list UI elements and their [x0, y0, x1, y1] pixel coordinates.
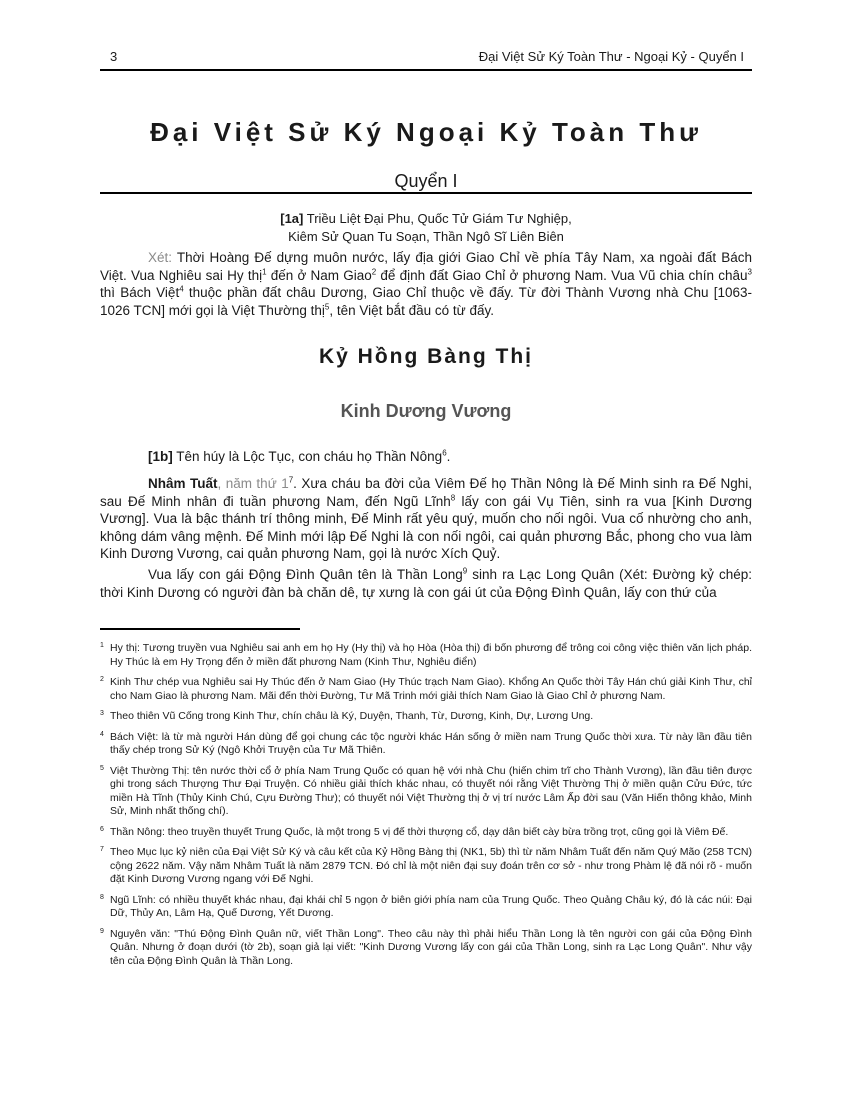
footnote-number: 7 [100, 846, 104, 853]
paragraph-text: lấy con gái Vụ Tiên, sinh ra vua [Kinh Dương Vương]. Vua là bậc thánh trí thông minh, Đế Minh rất yêu quý, muốn cho nối ngôi. Vua cố nhường cho anh, không dám vâng mệnh. Đế Minh mới lập Đế Nghi là con nối ngôi, cai quản phương Bắc, phong cho vua làm Kinh Dương Vương, cai quản phương Nam, gọi là nước Xích Quỷ. [100, 493, 752, 561]
footnote-number: 4 [100, 730, 104, 738]
footnote-separator [100, 628, 300, 630]
footnote [100, 826, 752, 840]
author-marker: [1a] [280, 211, 304, 226]
author-line-1: Triều Liệt Đại Phu, Quốc Tử Giám Tư Nghiệp, [303, 211, 572, 226]
footnote-text: Kinh Thư chép vua Nghiêu sai Hy Thúc đến ở Nam Giao (Hy Thúc trạch Nam Giao). Khổng An Quốc thời Tây Hán chú giải Kinh Thư, chỉ cho Nam Giao là phương Nam. Mãi đến thời Đường, Tư Mã Trinh mới giải thích Nam Giao là Giao Chỉ ở phương Nam. [110, 676, 752, 702]
running-title: Đại Việt Sử Ký Toàn Thư - Ngoại Kỷ - Quyển I [478, 49, 744, 64]
page-header [100, 46, 752, 68]
footnote [100, 642, 752, 669]
document-title: Đại Việt Sử Ký Ngoại Kỷ Toàn Thư [150, 117, 702, 147]
paragraph-marker: [1b] [148, 449, 173, 464]
footnote [100, 676, 752, 703]
footnote-text: Hy thị: Tương truyền vua Nghiêu sai anh em họ Hy (Hy thị) và họ Hòa (Hòa thị) đi bốn phương để trông coi công việc thiên văn lịch pháp. Hy Thúc là em Hy Trọng đến ở miền đất phương Nam (Kinh Thư, Nghiêu điển) [110, 642, 752, 668]
volume-subtitle: Quyển I [394, 171, 458, 191]
footnote-number: 2 [100, 676, 104, 683]
footnote-number: 8 [100, 893, 104, 901]
footnote-text: Bách Việt: là từ mà người Hán dùng để gọi chung các tộc người khác Hán sống ở miền nam Trung Quốc thời xưa. Từ này lần đầu tiên thấy chép trong Sử Ký (Ngô Khởi Truyện của Tư Mã Thiên. [110, 730, 752, 756]
title-rule [100, 192, 752, 194]
footnote-text: Thần Nông: theo truyền thuyết Trung Quốc, là một trong 5 vị đế thời thượng cổ, dạy dân biết cày bừa trồng trọt, cũng gọi là Viêm Đế. [110, 825, 729, 838]
section-title: Kỷ Hồng Bàng Thị [319, 345, 533, 368]
paragraph-text: . [446, 449, 451, 464]
footnote [100, 846, 752, 887]
footnote-ref[interactable]: 6 [442, 448, 447, 458]
paragraph-text: . Xưa cháu ba đời của Viêm Đế họ Thần Nông là Đế Minh sinh ra Đế Nghi, sau Đế Minh nhân đi tuần phương Nam, đến Ngũ Lĩnh [100, 476, 752, 509]
subsection-title: Kinh Dương Vương [340, 401, 512, 421]
page-number: 3 [110, 49, 118, 64]
paragraph-text: Vua lấy con gái Động Đình Quân tên là Thần Long [148, 567, 463, 582]
intro-text: đến ở Nam Giao [266, 267, 372, 283]
footnote-text: Ngũ Lĩnh: có nhiều thuyết khác nhau, đại khái chỉ 5 ngọn ở biên giới phía nam của Trung Quốc. Theo Quảng Châu ký, đó là các núi: Đại Dữ, Thủy An, Lâm Hạ, Quế Dương, Yết Dương. [110, 893, 752, 919]
footnote-number: 1 [100, 642, 104, 649]
footnote-ref[interactable]: 3 [747, 267, 752, 276]
intro-text: thuộc phần đất châu Dương, Giao Chỉ thuộc về đấy. Từ đời Thành Vương nhà Chu [1063-1026 TCN] mới gọi là Việt Thường thị [100, 285, 752, 318]
footnote-number: 9 [100, 927, 104, 935]
footnote-number: 3 [100, 710, 104, 717]
footnote-text: Theo thiên Vũ Cống trong Kinh Thư, chín châu là Ký, Duyện, Thanh, Từ, Dương, Kinh, Dự, Lương Ung. [110, 710, 594, 722]
author-line-2: Kiêm Sử Quan Tu Soạn, Thần Ngô Sĩ Liên Biên [288, 229, 564, 244]
footnote-ref[interactable]: 8 [450, 493, 456, 502]
intro-text: , tên Việt bắt đầu có từ đấy. [329, 302, 494, 318]
footnote-text: Theo Mục lục kỷ niên của Đại Việt Sử Ký và câu kết của Kỷ Hồng Bàng thị (NK1, 5b) thì từ năm Nhâm Tuất đến năm Quý Mão (258 TCN) cộng 2622 năm. Vậy năm Nhâm Tuất là năm 2879 TCN. Đó chỉ là một niên đại suy đoán trên cơ sở - như trong Phàm lệ đã nói rõ - muốn đặt Kinh Dương Vương ngang với Đế Nghi. [110, 846, 752, 885]
footnotes [100, 642, 752, 975]
footnote [100, 731, 752, 758]
footnote [100, 894, 752, 921]
intro-label: Xét: [148, 250, 173, 265]
footnote-ref[interactable]: 1 [262, 267, 267, 276]
footnote-ref[interactable]: 2 [371, 267, 377, 276]
intro-paragraph [100, 249, 752, 319]
footnote [100, 710, 752, 724]
header-rule [100, 69, 752, 71]
intro-text: Thời Hoàng Đế dựng muôn nước, lấy địa giới Giao Chỉ về phía Tây Nam, xa ngoài đất Bách Việt. Vua Nghiêu sai Hy thị [100, 250, 752, 283]
intro-text: thì Bách Việt [100, 285, 180, 300]
paragraph-vua [100, 566, 752, 601]
footnote-ref[interactable]: 4 [179, 284, 184, 294]
footnote-number: 6 [100, 825, 104, 833]
intro-text: để định đất Giao Chỉ ở phương Nam. Vua Vũ chia chín châu [376, 267, 748, 283]
footnote-number: 5 [100, 764, 104, 772]
footnote-ref[interactable]: 5 [324, 302, 330, 311]
paragraph-1b [100, 448, 752, 466]
year-number: , năm thứ 1 [217, 476, 289, 491]
year-name: Nhâm Tuất [148, 476, 218, 491]
footnote-ref[interactable]: 7 [288, 475, 294, 485]
footnote-text: Nguyên văn: "Thú Động Đình Quân nữ, viết Thần Long". Theo câu này thì phải hiểu Thần Long là tên người con gái của Động Đình Quân. Nhưng ở đoạn dưới (tờ 2b), soạn giả lại viết: "Kinh Dương Vương lấy con gái của Thần Long, sinh ra Lạc Long Quân". Như vậy tên của Động Đình Quân là Thần Long. [110, 927, 752, 967]
author-block [100, 210, 752, 246]
paragraph-nham-tuat [100, 475, 752, 563]
footnote-text: Việt Thường Thị: tên nước thời cổ ở phía Nam Trung Quốc có quan hệ với nhà Chu (hiến chim trĩ cho Thành Vương), lần đầu tiên được ghi trong sách Thượng Thư Đại Truyện. Có nhiều giải thích khác nhau, có thuyết nói rằng Việt Thường Thị ở miền quận Cửu Đức, tức miền Hà Tĩnh (Thủy Kinh Chú, Cựu Đường Thư); có thuyết nói Việt Thường thị ở vị trí nước Lâm Ấp đời sau (Văn Hiến thông khảo, Minh Sử, Minh nhất thống chí). [110, 764, 752, 817]
footnote [100, 928, 752, 969]
footnote [100, 765, 752, 819]
footnote-ref[interactable]: 9 [462, 566, 468, 576]
paragraph-text: Tên húy là Lộc Tục, con cháu họ Thần Nông [172, 449, 443, 464]
paragraph-text: sinh ra Lạc Long Quân (Xét: Đường kỷ chép: thời Kinh Dương có người đàn bà chăn dê, tự xưng là con gái út của Động Đình Quân, lấy con thứ của [100, 567, 752, 600]
